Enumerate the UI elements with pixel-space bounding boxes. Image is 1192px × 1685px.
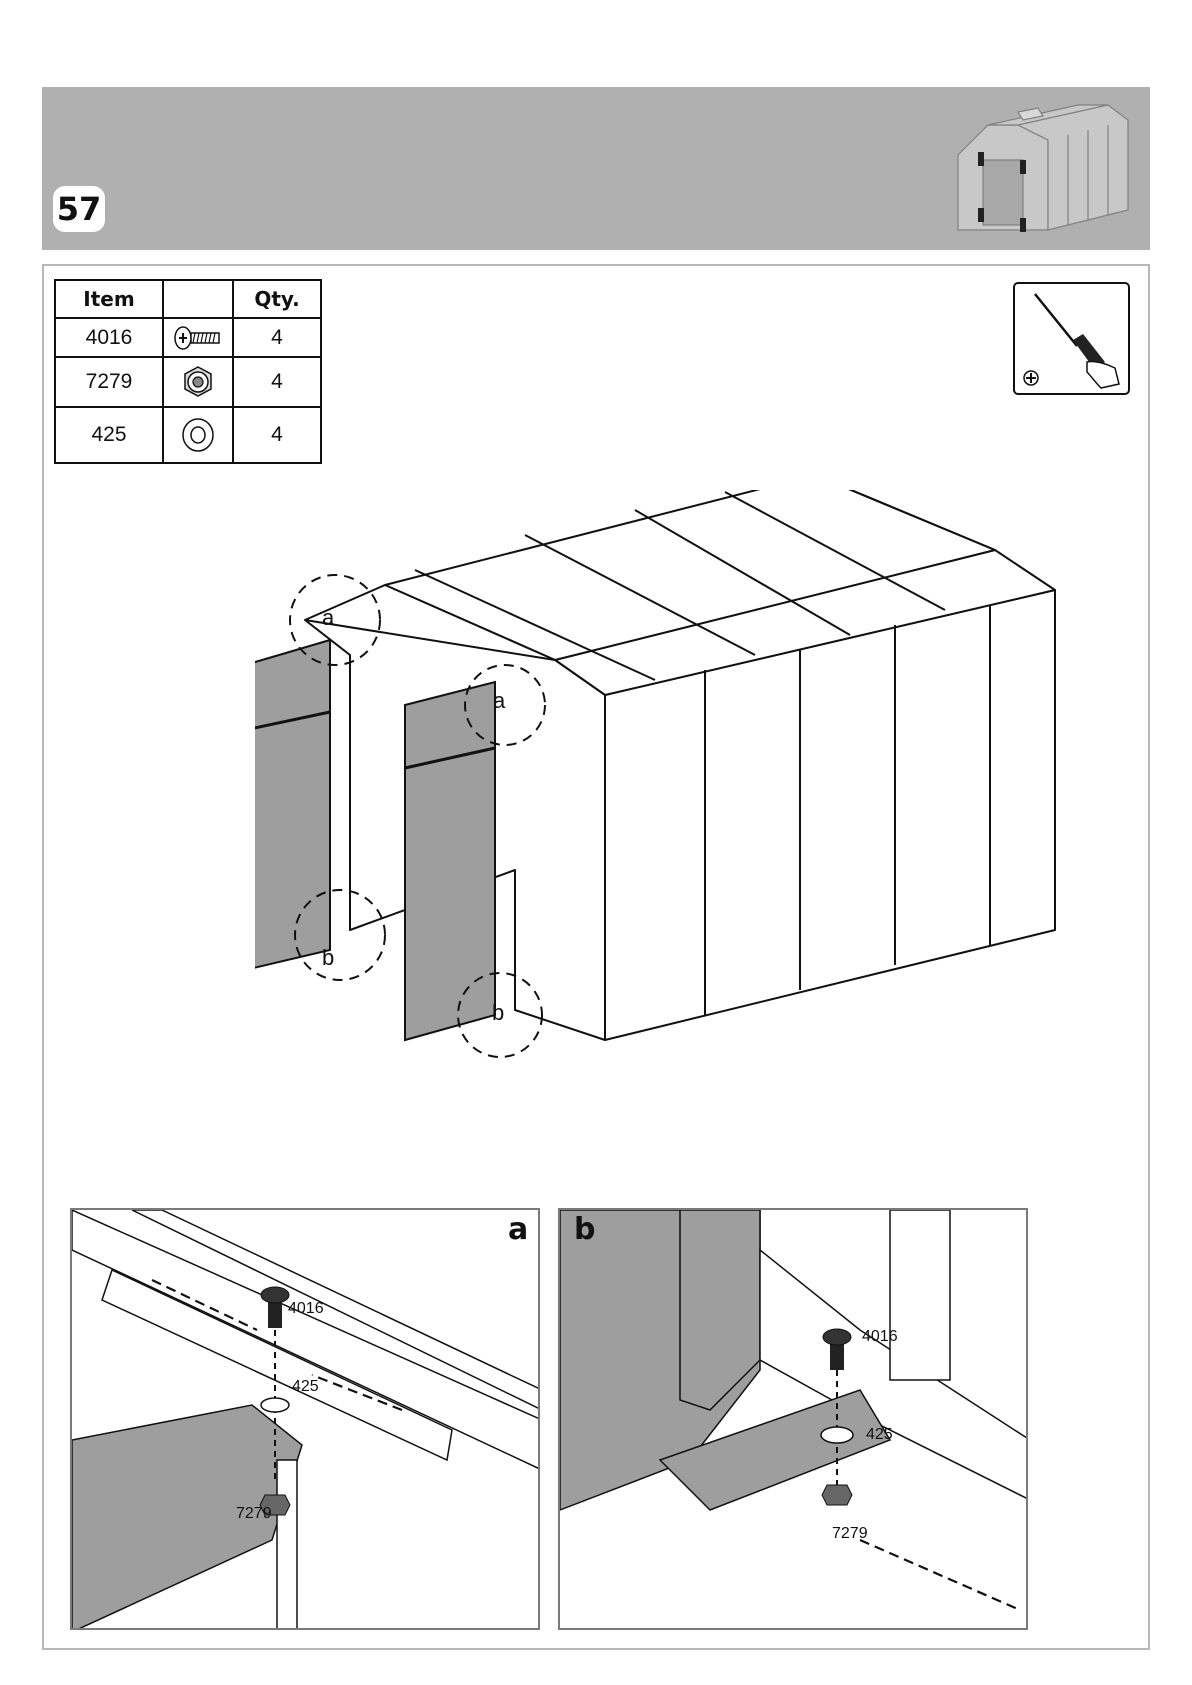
phillips-screwdriver-icon xyxy=(1015,284,1128,393)
item-qty: 4 xyxy=(233,318,321,357)
detail-a-illustration xyxy=(72,1210,540,1630)
callout-nut: 7279 xyxy=(236,1505,272,1522)
screw-icon xyxy=(173,325,223,351)
item-image xyxy=(163,407,233,463)
item-qty: 4 xyxy=(233,357,321,407)
parts-table xyxy=(54,279,322,464)
callout-nut: 7279 xyxy=(832,1525,868,1542)
detail-a-label: a xyxy=(493,688,506,713)
table-row xyxy=(55,357,321,407)
detail-letter: a xyxy=(508,1212,529,1247)
detail-a-label: a xyxy=(322,605,335,630)
item-qty: 4 xyxy=(233,407,321,463)
detail-b-illustration xyxy=(560,1210,1028,1630)
callout-screw: 4016 xyxy=(288,1300,324,1317)
item-image xyxy=(163,357,233,407)
greenhouse-assembly-illustration xyxy=(255,490,1095,1140)
washer-icon xyxy=(180,417,216,453)
header-item: Item xyxy=(55,280,163,318)
table-row xyxy=(55,318,321,357)
item-number: 7279 xyxy=(55,357,163,407)
header-image xyxy=(163,280,233,318)
callout-washer: 425 xyxy=(292,1378,319,1395)
callout-washer: 425 xyxy=(866,1426,893,1443)
tool-box xyxy=(1013,282,1130,395)
item-number: 425 xyxy=(55,407,163,463)
item-number: 4016 xyxy=(55,318,163,357)
step-number: 57 xyxy=(53,186,105,232)
table-row xyxy=(55,407,321,463)
callout-screw: 4016 xyxy=(862,1328,898,1345)
greenhouse-overview-icon xyxy=(948,100,1138,248)
item-image xyxy=(163,318,233,357)
nut-icon xyxy=(181,365,215,399)
detail-letter: b xyxy=(574,1212,596,1247)
detail-b-panel xyxy=(558,1208,1028,1630)
detail-a-panel xyxy=(70,1208,540,1630)
detail-b-label: b xyxy=(492,1000,505,1025)
detail-b-label: b xyxy=(322,945,335,970)
header-qty: Qty. xyxy=(233,280,321,318)
